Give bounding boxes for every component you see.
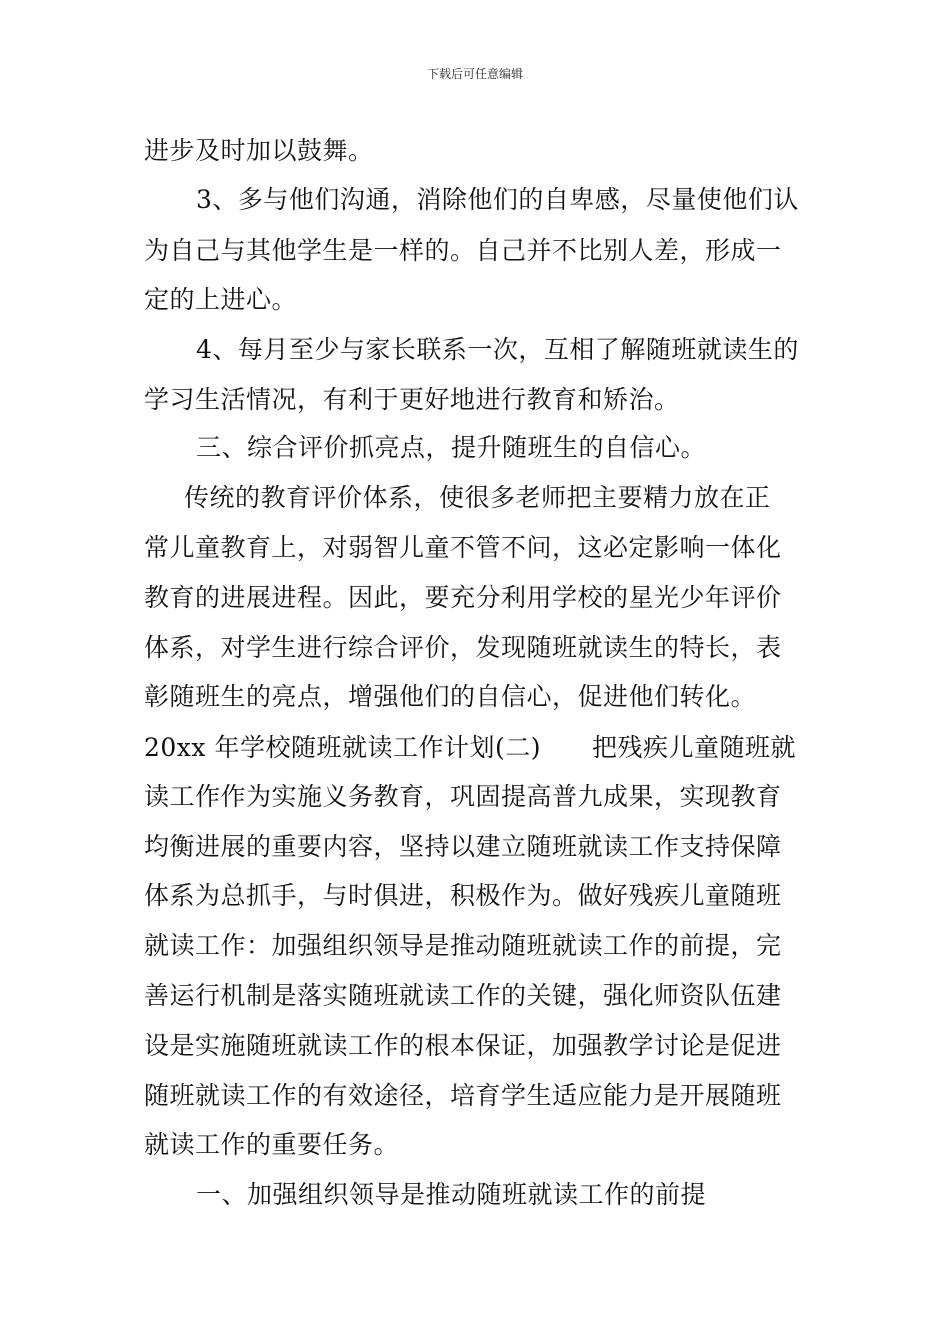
text-line: 均衡进展的重要内容，坚持以建立随班就读工作支持保障 [144, 832, 782, 861]
text-line: 彰随班生的亮点，增强他们的自信心，促进他们转化。 [144, 682, 757, 711]
text-line: 定的上进心。 [144, 285, 298, 314]
text-line: 常儿童教育上，对弱智儿童不管不问，这必定影响一体化 [144, 533, 782, 562]
text-line: 善运行机制是落实随班就读工作的关键，强化师资队伍建 [144, 981, 782, 1010]
section-heading: 一、加强组织领导是推动随班就读工作的前提 [196, 1180, 707, 1209]
text-line: 传统的教育评价体系，使很多老师把主要精力放在正 [184, 483, 771, 512]
section-heading: 三、综合评价抓亮点，提升随班生的自信心。 [196, 433, 707, 462]
text-line: 进步及时加以鼓舞。 [144, 136, 374, 165]
plan-title-line: 20xx 年学校随班就读工作计划(二) 把残疾儿童随班就 [144, 733, 796, 762]
text-line: 读工作作为实施义务教育，巩固提高普九成果，实现教育 [144, 782, 782, 811]
text-line: 设是实施随班就读工作的根本保证，加强教学讨论是促进 [144, 1031, 782, 1060]
text-line: 随班就读工作的有效途径，培育学生适应能力是开展随班 [144, 1081, 782, 1110]
text-line: 体系为总抓手，与时俱进，积极作为。做好残疾儿童随班 [144, 881, 782, 910]
text-line: 3、多与他们沟通，消除他们的自卑感，尽量使他们认 [196, 185, 799, 214]
text-line: 4、每月至少与家长联系一次，互相了解随班就读生的 [196, 335, 799, 364]
text-line: 为自己与其他学生是一样的。自己并不比别人差，形成一 [144, 236, 782, 265]
text-line: 学习生活情况，有利于更好地进行教育和矫治。 [144, 385, 680, 414]
text-line: 就读工作的重要任务。 [144, 1130, 400, 1159]
page-header: 下载后可任意编辑 [426, 67, 523, 81]
text-line: 体系，对学生进行综合评价，发现随班就读生的特长，表 [144, 633, 782, 662]
text-line: 教育的进展进程。因此，要充分利用学校的星光少年评价 [144, 583, 782, 612]
text-line: 就读工作：加强组织领导是推动随班就读工作的前提，完 [144, 931, 782, 960]
